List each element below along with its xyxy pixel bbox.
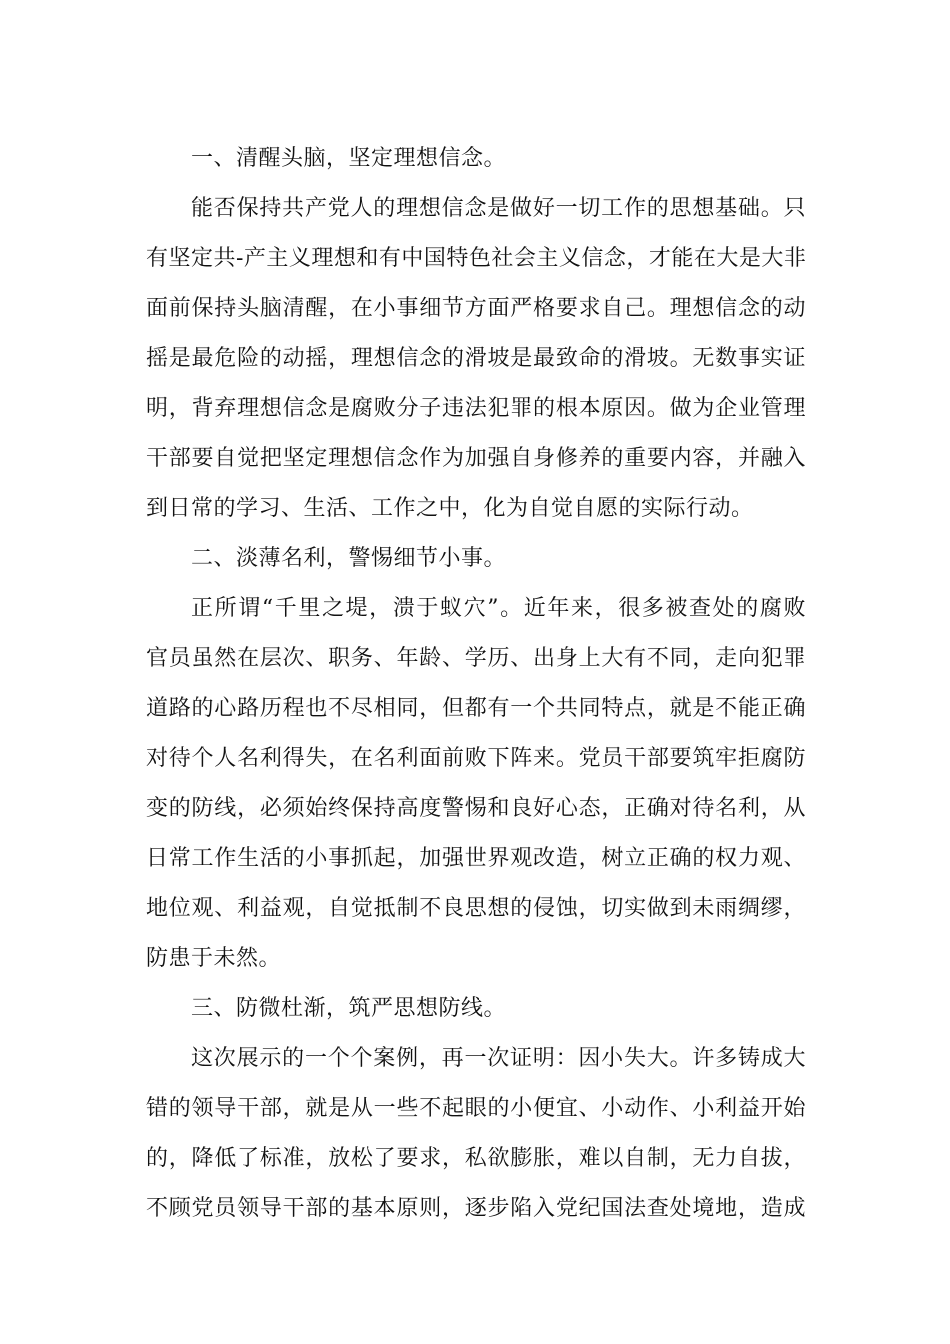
paragraph-line: 对待个人名利得失，在名利面前败下阵来。党员干部要筑牢拒腐防 — [146, 746, 806, 771]
paragraph-line: 这次展示的一个个案例，再一次证明：因小失大。许多铸成大 — [191, 1046, 806, 1071]
paragraph-line: 官员虽然在层次、职务、年龄、学历、出身上大有不同，走向犯罪 — [146, 646, 806, 671]
paragraph-line: 错的领导干部，就是从一些不起眼的小便宜、小动作、小利益开始 — [146, 1096, 806, 1121]
paragraph-line: 摇是最危险的动摇，理想信念的滑坡是最致命的滑坡。无数事实证 — [146, 346, 806, 371]
section-heading: 二、淡薄名利，警惕细节小事。 — [191, 546, 507, 571]
paragraph-line: 地位观、利益观，自觉抵制不良思想的侵蚀，切实做到未雨绸缪， — [146, 896, 806, 921]
paragraph-line: 变的防线，必须始终保持高度警惕和良好心态，正确对待名利，从 — [146, 796, 806, 821]
paragraph-line: 明，背弃理想信念是腐败分子违法犯罪的根本原因。做为企业管理 — [146, 396, 806, 421]
document-body — [146, 134, 806, 1234]
paragraph-line: 能否保持共产党人的理想信念是做好一切工作的思想基础。只 — [191, 196, 806, 221]
section-heading: 一、清醒头脑，坚定理想信念。 — [191, 146, 507, 171]
paragraph-line: 日常工作生活的小事抓起，加强世界观改造，树立正确的权力观、 — [146, 846, 806, 871]
paragraph-line: 正所谓“千里之堤，溃于蚁穴”。近年来，很多被查处的腐败 — [191, 596, 806, 621]
paragraph-line: 防患于未然。 — [146, 946, 282, 971]
paragraph-line: 的，降低了标准，放松了要求，私欲膨胀，难以自制，无力自拔， — [146, 1146, 806, 1171]
paragraph-line: 道路的心路历程也不尽相同，但都有一个共同特点，就是不能正确 — [146, 696, 806, 721]
section-heading: 三、防微杜渐，筑严思想防线。 — [191, 996, 507, 1021]
paragraph-line: 面前保持头脑清醒，在小事细节方面严格要求自己。理想信念的动 — [146, 296, 806, 321]
paragraph-line: 干部要自觉把坚定理想信念作为加强自身修养的重要内容，并融入 — [146, 446, 806, 471]
paragraph-line: 到日常的学习、生活、工作之中，化为自觉自愿的实际行动。 — [146, 496, 754, 521]
paragraph-line: 有坚定共-产主义理想和有中国特色社会主义信念，才能在大是大非 — [146, 246, 807, 271]
paragraph-line: 不顾党员领导干部的基本原则，逐步陷入党纪国法查处境地，造成 — [146, 1196, 806, 1221]
